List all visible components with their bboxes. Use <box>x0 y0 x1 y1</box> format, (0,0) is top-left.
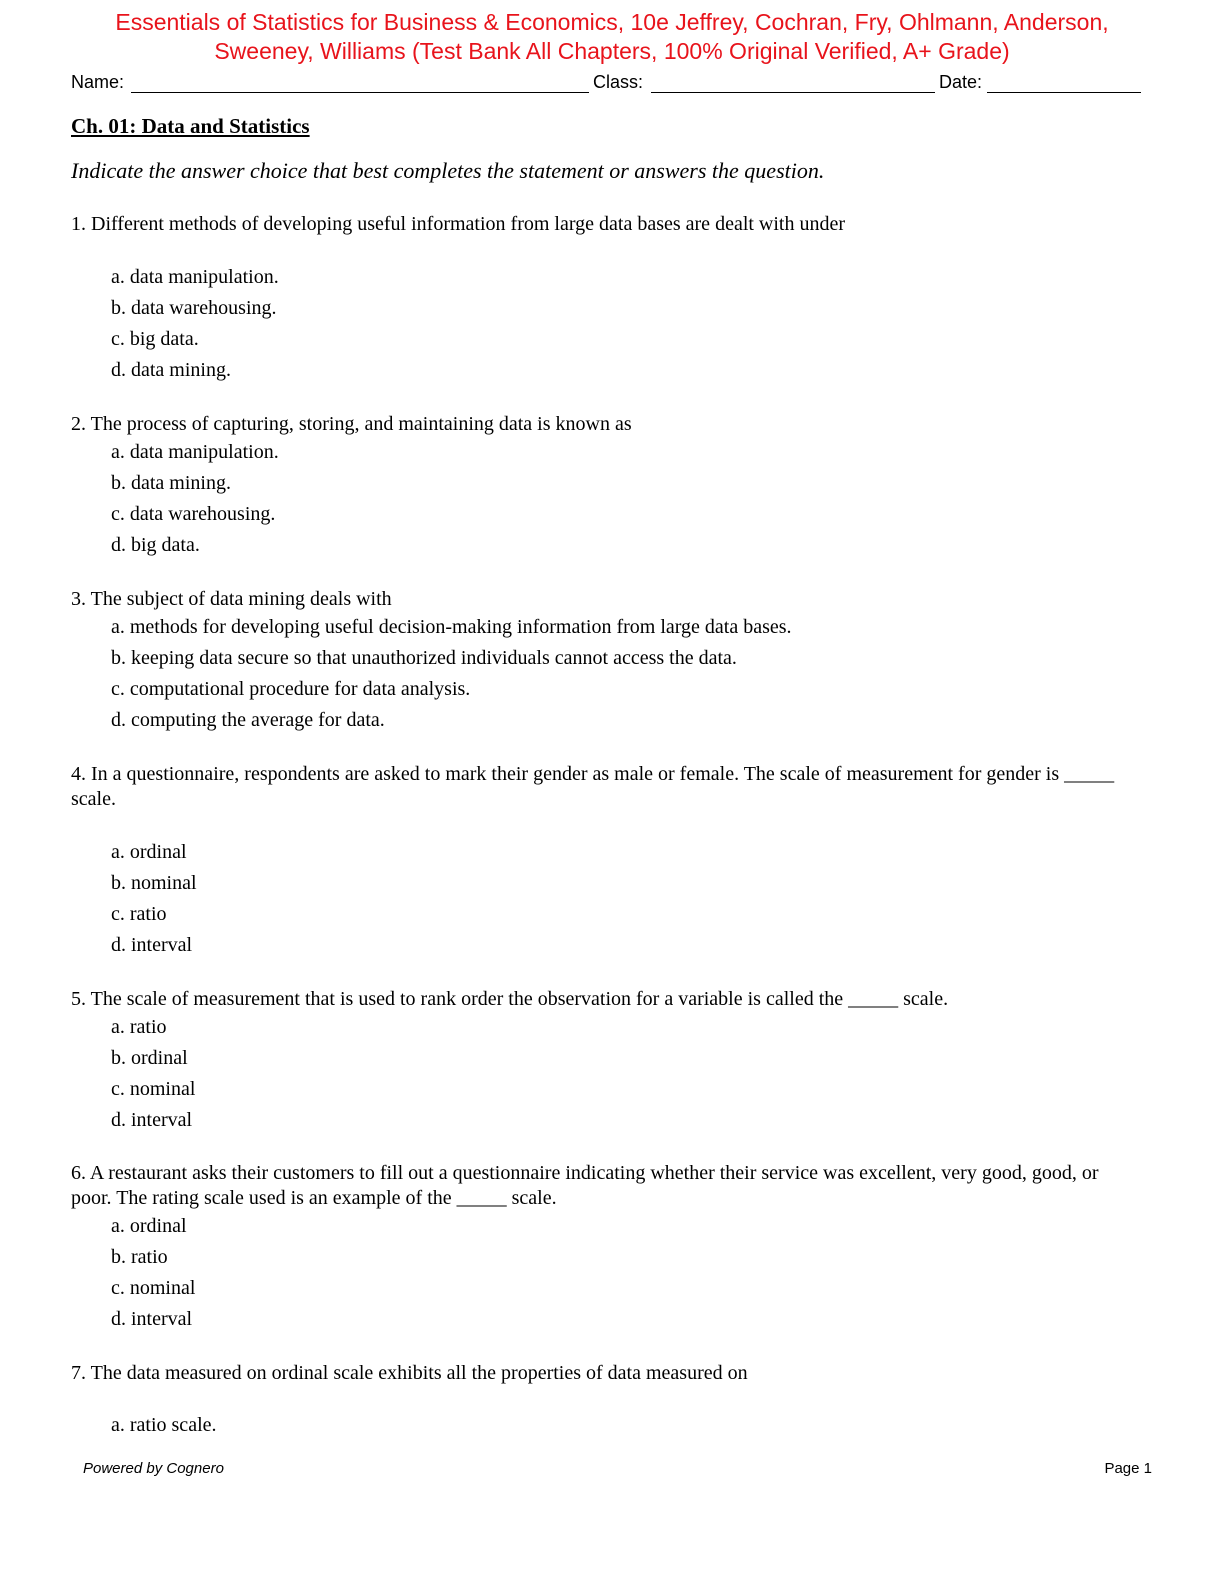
answer-option[interactable]: b. nominal <box>111 872 197 894</box>
banner-line-2: Sweeney, Williams (Test Bank All Chapters, 100% Original Verified, A+ Grade) <box>214 38 1010 64</box>
name-field[interactable] <box>131 92 589 93</box>
answer-option[interactable]: a. ordinal <box>111 841 187 863</box>
answer-option[interactable]: a. ratio <box>111 1016 167 1038</box>
date-field[interactable] <box>987 92 1141 93</box>
name-label: Name: <box>71 72 125 92</box>
question-text: 1. Different methods of developing useful information from large data bases are dealt with under <box>71 213 846 235</box>
class-label: Class: <box>593 72 644 92</box>
question-text: 6. A restaurant asks their customers to fill out a questionnaire indicating whether their service was excellent, very good, good, or poor. The rating scale used is an example of the _____ scale. <box>71 1162 1099 1209</box>
chapter-title: Ch. 01: Data and Statistics <box>71 114 310 138</box>
answer-option[interactable]: b. data warehousing. <box>111 297 277 319</box>
answer-option[interactable]: d. interval <box>111 934 193 956</box>
answer-option[interactable]: a. ordinal <box>111 1215 187 1237</box>
answer-option[interactable]: c. computational procedure for data analysis. <box>111 678 471 700</box>
answer-option[interactable]: b. data mining. <box>111 472 231 494</box>
answer-option[interactable]: b. ratio <box>111 1246 168 1268</box>
answer-option[interactable]: a. ratio scale. <box>111 1414 217 1436</box>
answer-option[interactable]: a. methods for developing useful decision-making information from large data bases. <box>111 616 792 638</box>
instructions: Indicate the answer choice that best completes the statement or answers the question. <box>71 158 825 183</box>
date-label: Date: <box>939 72 983 92</box>
question-text: 7. The data measured on ordinal scale exhibits all the properties of data measured on <box>71 1362 748 1384</box>
answer-option[interactable]: d. data mining. <box>111 359 231 381</box>
answer-option[interactable]: d. computing the average for data. <box>111 709 385 731</box>
answer-option[interactable]: c. big data. <box>111 328 199 350</box>
answer-option[interactable]: c. nominal <box>111 1277 196 1299</box>
question-text: 3. The subject of data mining deals with <box>71 588 392 610</box>
question-text: 5. The scale of measurement that is used to rank order the observation for a variable is called the _____ scale. <box>71 988 949 1010</box>
answer-option[interactable]: c. data warehousing. <box>111 503 276 525</box>
answer-option[interactable]: c. ratio <box>111 903 167 925</box>
class-field[interactable] <box>651 92 935 93</box>
student-info-row <box>71 72 1141 98</box>
footer-powered-by: Powered by Cognero <box>83 1460 224 1477</box>
document-banner <box>0 8 1224 66</box>
answer-option[interactable]: a. data manipulation. <box>111 266 279 288</box>
question-text: 4. In a questionnaire, respondents are asked to mark their gender as male or female. The scale of measurement for gender is _____ scale. <box>71 763 1115 810</box>
answer-option[interactable]: c. nominal <box>111 1078 196 1100</box>
answer-option[interactable]: d. interval <box>111 1109 193 1131</box>
answer-option[interactable]: d. big data. <box>111 534 200 556</box>
answer-option[interactable]: a. data manipulation. <box>111 441 279 463</box>
question-text: 2. The process of capturing, storing, and maintaining data is known as <box>71 413 632 435</box>
banner-line-1: Essentials of Statistics for Business & Economics, 10e Jeffrey, Cochran, Fry, Ohlmann, Anderson, <box>115 9 1109 35</box>
page-number: Page 1 <box>1104 1460 1152 1477</box>
answer-option[interactable]: b. ordinal <box>111 1047 188 1069</box>
answer-option[interactable]: b. keeping data secure so that unauthorized individuals cannot access the data. <box>111 647 737 669</box>
answer-option[interactable]: d. interval <box>111 1308 193 1330</box>
